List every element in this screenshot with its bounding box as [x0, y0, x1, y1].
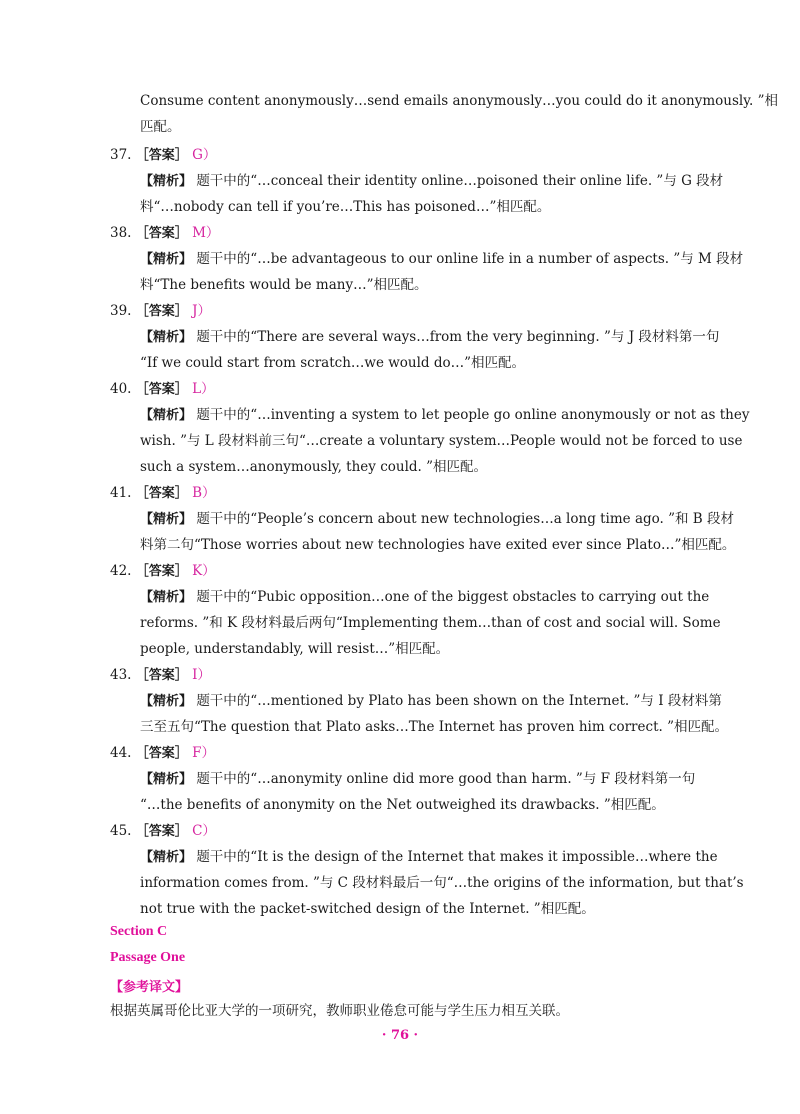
analysis-label: 【精析】 — [140, 252, 193, 267]
analysis-line: 料第二句“Those worries about new technologies have exited ever since Plato…”相匹配。 — [140, 537, 736, 553]
answer-label: ［答案］ — [135, 304, 188, 319]
intro-line-2: 匹配。 — [140, 119, 181, 135]
answer-label: ［答案］ — [135, 382, 188, 397]
answer-value: I） — [192, 667, 211, 683]
answer-value: L） — [192, 381, 215, 397]
question-number: 45. — [110, 823, 132, 839]
answer-label: ［答案］ — [135, 564, 188, 579]
question-38-header — [110, 224, 219, 243]
answer-value: G） — [192, 147, 217, 163]
analysis-line — [140, 172, 723, 191]
analysis-text: 题干中的“…inventing a system to let people go online anonymously or not as they — [196, 407, 750, 423]
question-45-header — [110, 822, 216, 841]
question-number: 38. — [110, 225, 132, 241]
analysis-line: information comes from. ”与 C 段材料最后一句“…the origins of the information, but that’s — [140, 875, 744, 891]
analysis-line: wish. ”与 L 段材料前三句“…create a voluntary system…People would not be forced to use — [140, 433, 743, 449]
question-37-header — [110, 146, 216, 165]
analysis-text: 题干中的“…be advantageous to our online life in a number of aspects. ”与 M 段材 — [196, 251, 744, 267]
answer-label: ［答案］ — [135, 486, 188, 501]
analysis-label: 【精析】 — [140, 694, 193, 709]
answer-label: ［答案］ — [135, 148, 188, 163]
analysis-line: 三至五句“The question that Plato asks…The Internet has proven him correct. ”相匹配。 — [140, 719, 728, 735]
question-40-header — [110, 380, 215, 399]
analysis-line: “If we could start from scratch…we would do…”相匹配。 — [140, 355, 526, 371]
question-number: 39. — [110, 303, 132, 319]
answer-value: J） — [192, 303, 212, 319]
question-43-header — [110, 666, 211, 685]
analysis-text: 题干中的“…mentioned by Plato has been shown on the Internet. ”与 I 段材料第 — [196, 693, 722, 709]
analysis-line: 料“…nobody can tell if you’re…This has poisoned…”相匹配。 — [140, 199, 551, 215]
analysis-line — [140, 848, 718, 867]
analysis-line — [140, 328, 719, 347]
analysis-text: 题干中的“It is the design of the Internet that makes it impossible…where the — [196, 849, 718, 865]
analysis-line — [140, 406, 750, 425]
analysis-line: “…the benefits of anonymity on the Net outweighed its drawbacks. ”相匹配。 — [140, 797, 665, 813]
translation-text: 根据英属哥伦比亚大学的一项研究，教师职业倦怠可能与学生压力相互关联。 — [110, 1003, 569, 1019]
analysis-text: 题干中的“There are several ways…from the very beginning. ”与 J 段材料第一句 — [196, 329, 720, 345]
analysis-line: such a system…anonymously, they could. ”相匹配。 — [140, 459, 488, 475]
question-44-header — [110, 744, 215, 763]
question-42-header — [110, 562, 216, 581]
analysis-line — [140, 588, 709, 607]
question-number: 40. — [110, 381, 132, 397]
answer-label: ［答案］ — [135, 668, 188, 683]
reference-translation-label: 【参考译文】 — [110, 980, 189, 995]
analysis-line — [140, 250, 743, 269]
question-number: 43. — [110, 667, 132, 683]
answer-value: B） — [192, 485, 216, 501]
analysis-line — [140, 770, 695, 789]
question-41-header — [110, 484, 216, 503]
analysis-label: 【精析】 — [140, 174, 193, 189]
question-number: 41. — [110, 485, 132, 501]
question-number: 37. — [110, 147, 132, 163]
answer-label: ［答案］ — [135, 824, 188, 839]
analysis-text: 题干中的“Pubic opposition…one of the biggest obstacles to carrying out the — [196, 589, 710, 605]
answer-label: ［答案］ — [135, 226, 188, 241]
passage-heading: Passage One — [110, 950, 186, 965]
analysis-text: 题干中的“…conceal their identity online…poisoned their online life. ”与 G 段材 — [196, 173, 724, 189]
analysis-line — [140, 510, 734, 529]
analysis-line: not true with the packet-switched design of the Internet. ”相匹配。 — [140, 901, 595, 917]
question-39-header — [110, 302, 211, 321]
analysis-label: 【精析】 — [140, 512, 193, 527]
answer-value: K） — [192, 563, 216, 579]
analysis-label: 【精析】 — [140, 408, 193, 423]
question-number: 44. — [110, 745, 132, 761]
page-number: · 76 · — [381, 1028, 419, 1043]
section-heading: Section C — [110, 924, 168, 939]
analysis-label: 【精析】 — [140, 330, 193, 345]
analysis-label: 【精析】 — [140, 590, 193, 605]
analysis-line — [140, 692, 722, 711]
answer-value: F） — [192, 745, 215, 761]
analysis-label: 【精析】 — [140, 772, 193, 787]
analysis-line: people, understandably, will resist…”相匹配。 — [140, 641, 450, 657]
analysis-line: 料“The benefits would be many…”相匹配。 — [140, 277, 428, 293]
intro-line-1: Consume content anonymously…send emails anonymously…you could do it anonymously. ”相 — [140, 93, 779, 109]
analysis-text: 题干中的“People’s concern about new technologies…a long time ago. ”和 B 段材 — [196, 511, 735, 527]
answer-label: ［答案］ — [135, 746, 188, 761]
answer-value: M） — [192, 225, 220, 241]
analysis-text: 题干中的“…anonymity online did more good than harm. ”与 F 段材料第一句 — [196, 771, 696, 787]
question-number: 42. — [110, 563, 132, 579]
answer-value: C） — [192, 823, 216, 839]
analysis-label: 【精析】 — [140, 850, 193, 865]
analysis-line: reforms. ”和 K 段材料最后两句“Implementing them…than of cost and social will. Some — [140, 615, 721, 631]
